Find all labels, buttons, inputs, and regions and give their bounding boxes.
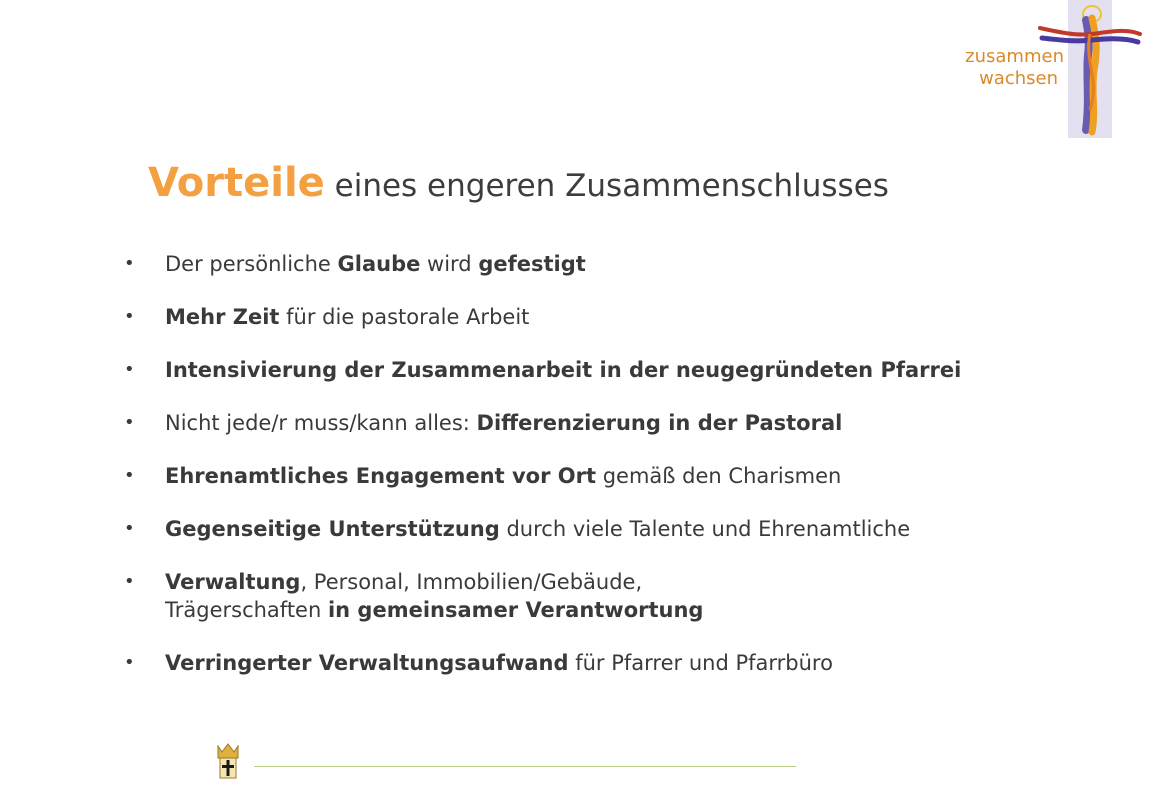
list-item — [124, 462, 1024, 490]
list-item — [124, 250, 1024, 278]
bullet-text: für die pastorale Arbeit — [279, 305, 530, 329]
bullet-bold: gefestigt — [478, 252, 586, 276]
cross-figure-logo — [1036, 0, 1144, 140]
bullet-bold: Mehr Zeit — [165, 305, 280, 329]
bullet-text: gemäß den Charismen — [596, 464, 842, 488]
bullet-text: für Pfarrer und Pfarrbüro — [568, 651, 833, 675]
list-item — [124, 303, 1024, 331]
bullet-bold: Gegenseitige Unterstützung — [165, 517, 500, 541]
list-item — [124, 409, 1024, 437]
bullet-bold: Verringerter Verwaltungsaufwand — [165, 651, 569, 675]
bullet-text: Der persönliche — [165, 252, 338, 276]
title-accent: Vorteile — [148, 160, 325, 206]
list-item — [124, 568, 1024, 624]
bullet-bold: in gemeinsamer Verantwortung — [327, 598, 704, 622]
diocese-crest-icon — [210, 742, 246, 782]
bullet-bold: Ehrenamtliches Engagement vor Ort — [165, 464, 597, 488]
logo-line-1: zusammen — [965, 46, 1064, 67]
bullet-list — [124, 250, 1024, 702]
bullet-bold: Intensivierung der Zusammenarbeit in der neugegründeten Pfarrei — [165, 358, 962, 382]
bullet-second-line — [165, 596, 1024, 624]
title-rest: eines engeren Zusammenschlusses — [324, 168, 889, 204]
bullet-text: durch viele Talente und Ehrenamtliche — [499, 517, 911, 541]
logo-line-2: wachsen — [979, 68, 1058, 89]
list-item — [124, 515, 1024, 543]
bullet-bold: Verwaltung — [165, 570, 301, 594]
bullet-bold: Glaube — [337, 252, 421, 276]
bullet-text: , Personal, Immobilien/Gebäude, — [300, 570, 643, 594]
page-title — [148, 160, 889, 206]
bullet-text: wird — [420, 252, 479, 276]
bullet-bold: Differenzierung in der Pastoral — [476, 411, 843, 435]
bullet-text: Nicht jede/r muss/kann alles: — [165, 411, 477, 435]
footer-divider — [254, 766, 796, 767]
bullet-text: Trägerschaften — [165, 598, 328, 622]
list-item — [124, 356, 1024, 384]
list-item — [124, 649, 1024, 677]
